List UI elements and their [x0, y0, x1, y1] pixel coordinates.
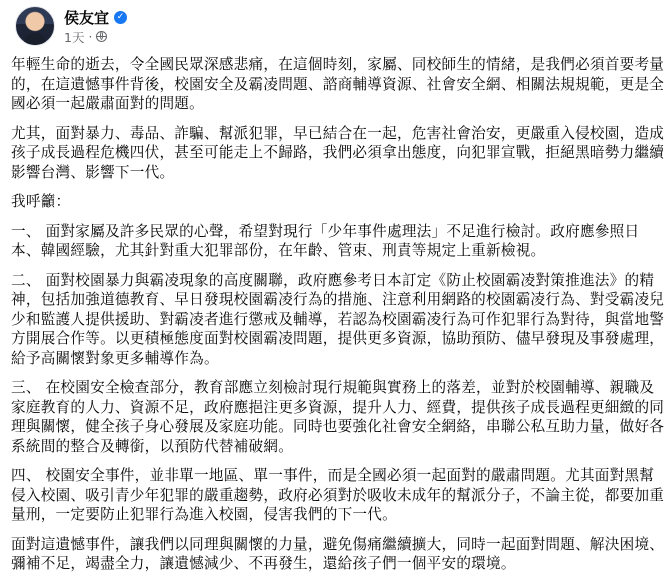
post-paragraph: 年輕生命的逝去，令全國民眾深感悲痛，在這個時刻，家屬、同校師生的情緒，是我們必須首要考量的，在這遺憾事件背後，校園安全及霸凌問題、諮商輔導資源、社會安全網、相關法規規範，更是全國必須一起嚴肅面對的問題。 — [11, 56, 665, 112]
separator-dot: · — [88, 29, 93, 44]
post-paragraph: 尤其，面對暴力、毒品、詐騙、幫派犯罪，早已結合在一起，危害社會治安，更嚴重入侵校園，造成孩子成長過程危機四伏，甚至可能走上不歸路，我們必須拿出態度，向犯罪宣戰，拒絕黑暗勢力繼續影響台灣、影響下一代。 — [11, 124, 665, 181]
post-paragraph: 面對這遺憾事件，讓我們以同理與關懷的力量，避免傷痛繼續擴大，同時一起面對問題、解決困境、彌補不足，竭盡全力，讓遺憾減少、不再發生，還給孩子們一個平安的環境。 — [11, 535, 665, 572]
avatar[interactable] — [15, 6, 55, 46]
post-body — [11, 55, 666, 584]
author-name[interactable]: 侯友宜 — [64, 9, 110, 27]
author-row — [64, 8, 127, 28]
post-paragraph: 二、 面對校園暴力與霸凌現象的高度關聯，政府應參考日本訂定《防止校園霸凌對策推進法》的精神，包括加強道德教育、早日發現校園霸凌行為的措施、注意利用網路的校園霸凌行為、對受霸凌兒少和監護人提供援助、對霸凌者進行懲戒及輔導，若認為校園霸凌行為可作犯罪行為對待，與當地警方開展合作等。以更積極態度面對校園霸凌問題，提供更多資源，協助預防、儘早發現及事發處理，給予高關懷對象更多輔導作為。 — [11, 271, 665, 367]
globe-icon[interactable] — [96, 31, 107, 42]
post-header — [15, 6, 127, 46]
post-meta — [64, 8, 127, 45]
post-paragraph: 我呼籲： — [11, 193, 71, 210]
verified-check-icon: ✓ — [114, 11, 127, 24]
post-paragraph: 三、 在校園安全檢查部分，教育部應立刻檢討現行規範與實務上的落差，並對於校園輔導、親職及家庭教育的人力、資源不足，政府應挹注更多資源，提升人力、經費，提供孩子成長過程更細緻的同理與關懷，健全孩子身心發展及家庭功能。同時也要強化社會安全網絡，串聯公私互助力量，做好各系統間的整合及轉銜，以預防代替補破網。 — [11, 379, 665, 455]
post-subline — [64, 29, 127, 45]
post-paragraph: 一、 面對家屬及許多民眾的心聲，希望對現行「少年事件處理法」不足進行檢討。政府應參照日本、韓國經驗，尤其針對重大犯罪部份，在年齡、管束、刑責等規定上重新檢視。 — [11, 222, 640, 259]
post-paragraph: 四、 校園安全事件，並非單一地區、單一事件，而是全國必須一起面對的嚴肅問題。尤其面對黑幫侵入校園、吸引青少年犯罪的嚴重趨勢，政府必須對於吸收未成年的幫派分子，不論主從，都要加重量刑，一定要防止犯罪行為進入校園，侵害我們的下一代。 — [11, 467, 665, 523]
post-timestamp[interactable]: 1天 — [64, 29, 85, 45]
